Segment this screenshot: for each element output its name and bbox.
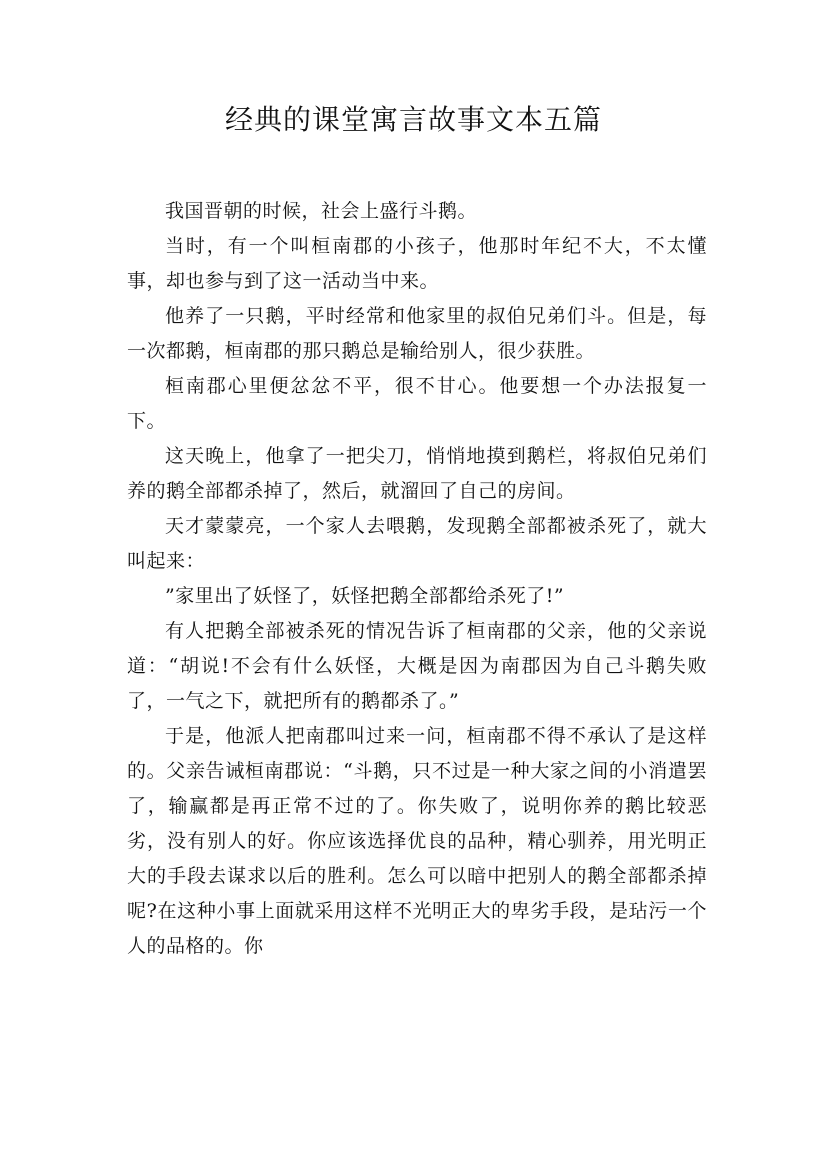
paragraph: 于是，他派人把南郡叫过来一问，桓南郡不得不承认了是这样的。父亲告诫桓南郡说：“斗鹅，只不过是一种大家之间的小消遣罢了，输赢都是再正常不过的了。你失败了，说明你养的鹅比较恶劣，没有别人的好。你应该选择优良的品种，精心驯养，用光明正大的手段去谋求以后的胜利。怎么可以暗中把别人的鹅全部都杀掉呢?在这种小事上面就采用这样不光明正大的卑劣手段，是玷污一个人的品格的。你	[127, 725, 707, 957]
paragraph: ”家里出了妖怪了，妖怪把鹅全部都给杀死了!”	[165, 585, 565, 607]
paragraph: 桓南郡心里便忿忿不平，很不甘心。他要想一个办法报复一下。	[127, 375, 707, 432]
paragraph: 有人把鹅全部被杀死的情况告诉了桓南郡的父亲，他的父亲说道：“胡说!不会有什么妖怪，大概是因为南郡因为自己斗鹅失败了，一气之下，就把所有的鹅都杀了。”	[127, 620, 707, 712]
paragraph: 他养了一只鹅，平时经常和他家里的叔伯兄弟们斗。但是，每一次都鹅，桓南郡的那只鹅总是输给别人，很少获胜。	[127, 305, 707, 362]
paragraph: 当时，有一个叫桓南郡的小孩子，他那时年纪不大，不太懂事，却也参与到了这一活动当中来。	[127, 235, 707, 292]
paragraph: 天才蒙蒙亮，一个家人去喂鹅，发现鹅全部都被杀死了，就大叫起来：	[127, 515, 707, 572]
document-title: 经典的课堂寓言故事文本五篇	[224, 103, 602, 136]
paragraph: 我国晋朝的时候，社会上盛行斗鹅。	[165, 200, 478, 222]
document-body	[127, 194, 707, 964]
paragraph: 这天晚上，他拿了一把尖刀，悄悄地摸到鹅栏，将叔伯兄弟们养的鹅全部都杀掉了，然后，就溜回了自己的房间。	[127, 445, 707, 502]
